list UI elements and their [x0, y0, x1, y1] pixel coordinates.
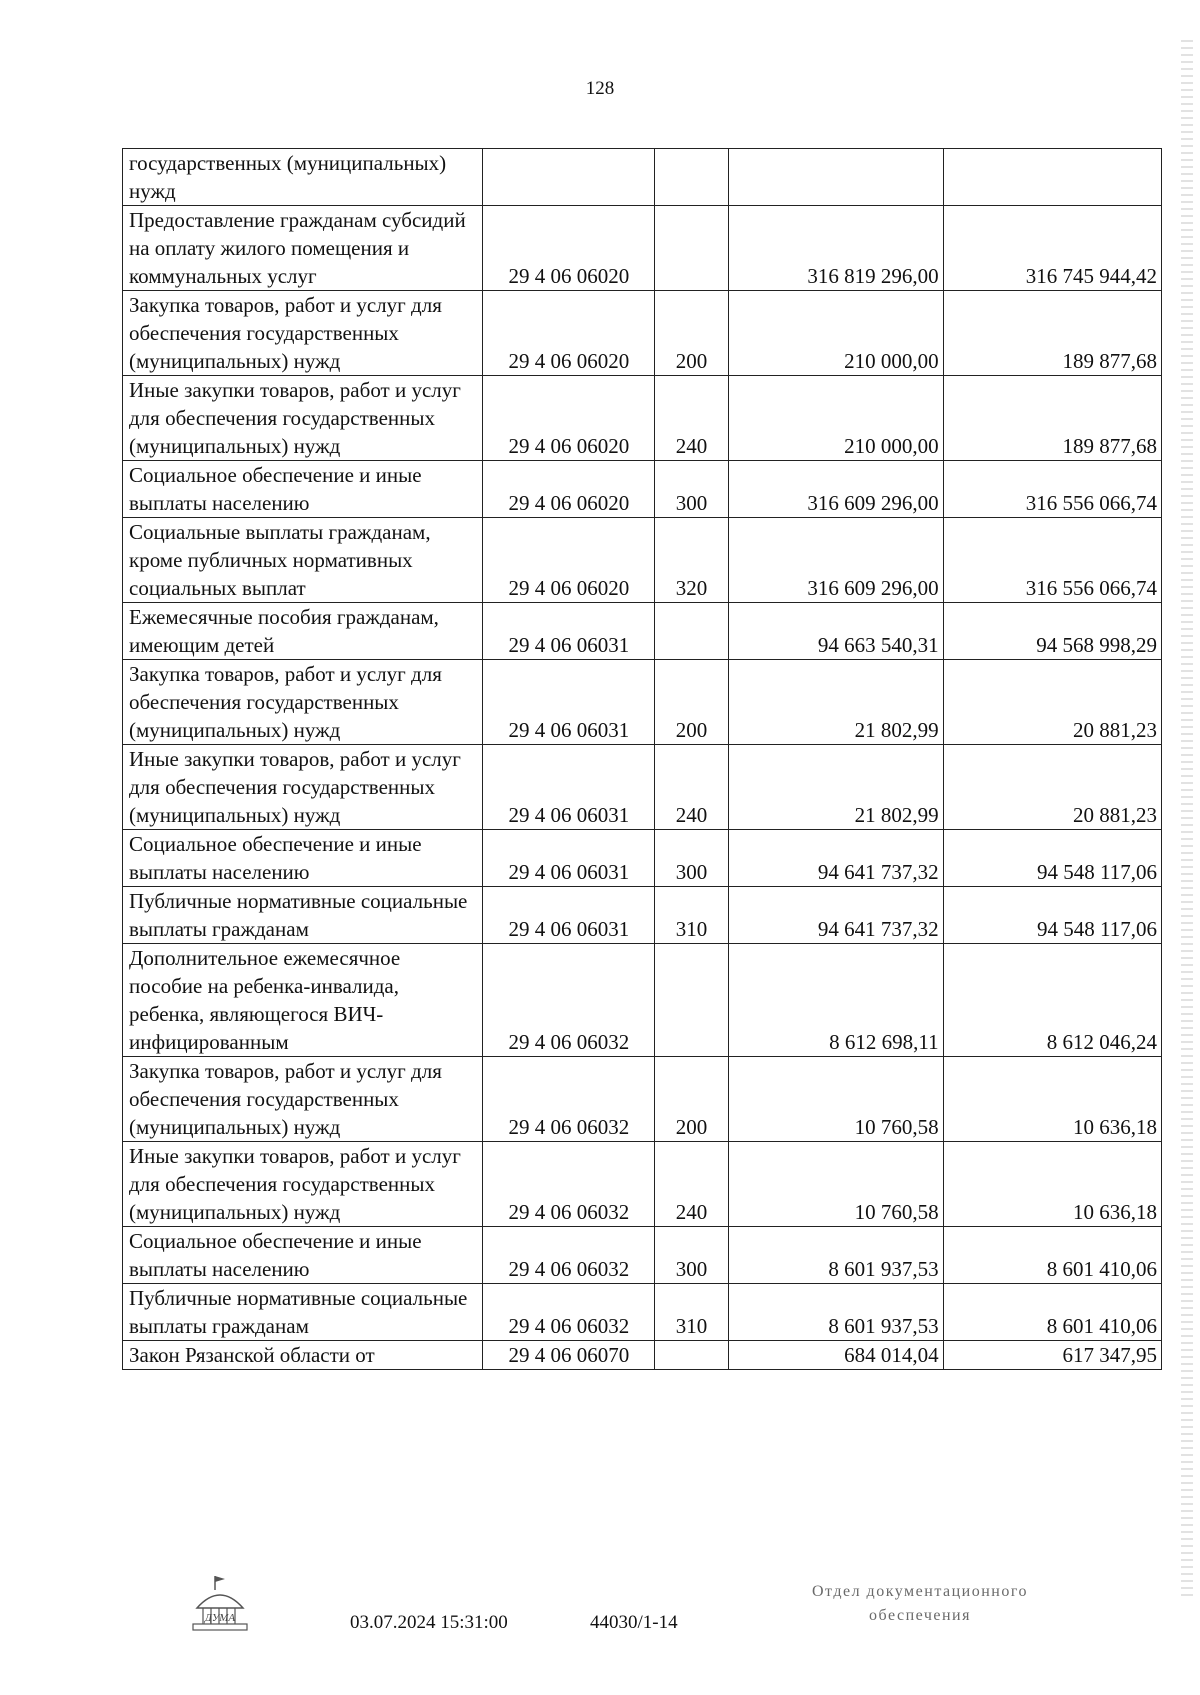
row-fact-amount-cell: 10 636,18: [943, 1142, 1161, 1227]
row-plan-amount-cell: 10 760,58: [728, 1057, 943, 1142]
row-plan-amount-cell: 316 819 296,00: [728, 206, 943, 291]
row-fact-amount-cell: 94 548 117,06: [943, 887, 1161, 944]
row-code-cell: 29 4 06 06020: [483, 518, 655, 603]
row-type-cell: [655, 206, 728, 291]
budget-table-body: [123, 149, 1162, 1370]
table-row: [123, 603, 1162, 660]
row-fact-amount-cell: 8 601 410,06: [943, 1227, 1161, 1284]
row-name-cell: Закупка товаров, работ и услуг для обеспечения государственных (муниципальных) нужд: [123, 291, 483, 376]
row-name-cell: Социальное обеспечение и иные выплаты населению: [123, 1227, 483, 1284]
row-type-cell: [655, 603, 728, 660]
row-code-cell: 29 4 06 06031: [483, 660, 655, 745]
row-code-cell: 29 4 06 06031: [483, 603, 655, 660]
row-plan-amount-cell: 8 612 698,11: [728, 944, 943, 1057]
table-row: [123, 830, 1162, 887]
row-fact-amount-cell: 316 556 066,74: [943, 461, 1161, 518]
row-name-cell: Ежемесячные пособия гражданам, имеющим детей: [123, 603, 483, 660]
row-type-cell: 300: [655, 461, 728, 518]
row-fact-amount-cell: 189 877,68: [943, 376, 1161, 461]
row-name-cell: Публичные нормативные социальные выплаты гражданам: [123, 887, 483, 944]
table-row: [123, 944, 1162, 1057]
row-code-cell: 29 4 06 06020: [483, 376, 655, 461]
table-row: [123, 149, 1162, 206]
row-name-cell: Предоставление гражданам субсидий на оплату жилого помещения и коммунальных услуг: [123, 206, 483, 291]
row-plan-amount-cell: 684 014,04: [728, 1341, 943, 1370]
row-name-cell: Социальное обеспечение и иные выплаты населению: [123, 830, 483, 887]
row-plan-amount-cell: 8 601 937,53: [728, 1227, 943, 1284]
row-type-cell: 200: [655, 291, 728, 376]
table-row: [123, 1341, 1162, 1370]
row-plan-amount-cell: 316 609 296,00: [728, 461, 943, 518]
row-code-cell: 29 4 06 06031: [483, 745, 655, 830]
budget-table: [122, 148, 1162, 1370]
row-fact-amount-cell: 20 881,23: [943, 660, 1161, 745]
footer-doc-number: 44030/1-14: [590, 1612, 678, 1633]
row-plan-amount-cell: 21 802,99: [728, 745, 943, 830]
table-row: [123, 887, 1162, 944]
page-number: 128: [585, 78, 615, 99]
table-row: [123, 291, 1162, 376]
scan-edge-artifact: [1181, 40, 1193, 1600]
row-plan-amount-cell: [728, 149, 943, 206]
row-code-cell: 29 4 06 06020: [483, 291, 655, 376]
row-fact-amount-cell: 10 636,18: [943, 1057, 1161, 1142]
row-fact-amount-cell: 94 568 998,29: [943, 603, 1161, 660]
row-name-cell: Закон Рязанской области от: [123, 1341, 483, 1370]
stamp-line-2: обеспечения: [869, 1607, 971, 1624]
row-plan-amount-cell: 94 641 737,32: [728, 887, 943, 944]
row-name-cell: Закупка товаров, работ и услуг для обеспечения государственных (муниципальных) нужд: [123, 1057, 483, 1142]
department-stamp: [770, 1580, 1070, 1628]
row-fact-amount-cell: 316 556 066,74: [943, 518, 1161, 603]
duma-logo-text: ДУМА: [204, 1612, 236, 1624]
row-type-cell: 300: [655, 1227, 728, 1284]
row-name-cell: Социальные выплаты гражданам, кроме публичных нормативных социальных выплат: [123, 518, 483, 603]
row-fact-amount-cell: 189 877,68: [943, 291, 1161, 376]
row-code-cell: 29 4 06 06031: [483, 887, 655, 944]
row-name-cell: Публичные нормативные социальные выплаты гражданам: [123, 1284, 483, 1341]
row-type-cell: [655, 1341, 728, 1370]
row-name-cell: Социальное обеспечение и иные выплаты населению: [123, 461, 483, 518]
table-row: [123, 1227, 1162, 1284]
row-type-cell: 240: [655, 1142, 728, 1227]
stamp-line-1: Отдел документационного: [811, 1583, 1029, 1600]
row-code-cell: 29 4 06 06032: [483, 1284, 655, 1341]
row-code-cell: 29 4 06 06070: [483, 1341, 655, 1370]
row-type-cell: 240: [655, 745, 728, 830]
row-fact-amount-cell: 617 347,95: [943, 1341, 1161, 1370]
row-code-cell: 29 4 06 06020: [483, 461, 655, 518]
row-code-cell: 29 4 06 06032: [483, 1227, 655, 1284]
row-plan-amount-cell: 210 000,00: [728, 376, 943, 461]
row-name-cell: Закупка товаров, работ и услуг для обеспечения государственных (муниципальных) нужд: [123, 660, 483, 745]
table-row: [123, 461, 1162, 518]
row-code-cell: [483, 149, 655, 206]
row-name-cell: государственных (муниципальных) нужд: [123, 149, 483, 206]
row-type-cell: 310: [655, 887, 728, 944]
row-fact-amount-cell: 316 745 944,42: [943, 206, 1161, 291]
table-row: [123, 206, 1162, 291]
row-code-cell: 29 4 06 06032: [483, 1057, 655, 1142]
duma-logo: [185, 1570, 255, 1640]
row-plan-amount-cell: 8 601 937,53: [728, 1284, 943, 1341]
row-plan-amount-cell: 10 760,58: [728, 1142, 943, 1227]
row-plan-amount-cell: 94 641 737,32: [728, 830, 943, 887]
row-type-cell: 300: [655, 830, 728, 887]
row-type-cell: 200: [655, 660, 728, 745]
row-code-cell: 29 4 06 06031: [483, 830, 655, 887]
table-row: [123, 1142, 1162, 1227]
table-row: [123, 660, 1162, 745]
table-row: [123, 518, 1162, 603]
row-code-cell: 29 4 06 06032: [483, 1142, 655, 1227]
row-fact-amount-cell: 20 881,23: [943, 745, 1161, 830]
row-plan-amount-cell: 94 663 540,31: [728, 603, 943, 660]
row-fact-amount-cell: [943, 149, 1161, 206]
row-plan-amount-cell: 210 000,00: [728, 291, 943, 376]
row-type-cell: 320: [655, 518, 728, 603]
table-row: [123, 376, 1162, 461]
row-code-cell: 29 4 06 06020: [483, 206, 655, 291]
row-plan-amount-cell: 316 609 296,00: [728, 518, 943, 603]
row-type-cell: 310: [655, 1284, 728, 1341]
row-fact-amount-cell: 8 612 046,24: [943, 944, 1161, 1057]
table-row: [123, 1057, 1162, 1142]
row-type-cell: [655, 944, 728, 1057]
row-type-cell: [655, 149, 728, 206]
row-name-cell: Иные закупки товаров, работ и услуг для обеспечения государственных (муниципальных) нужд: [123, 376, 483, 461]
row-name-cell: Иные закупки товаров, работ и услуг для обеспечения государственных (муниципальных) нужд: [123, 745, 483, 830]
row-fact-amount-cell: 94 548 117,06: [943, 830, 1161, 887]
table-row: [123, 745, 1162, 830]
row-fact-amount-cell: 8 601 410,06: [943, 1284, 1161, 1341]
row-code-cell: 29 4 06 06032: [483, 944, 655, 1057]
row-type-cell: 200: [655, 1057, 728, 1142]
row-type-cell: 240: [655, 376, 728, 461]
table-row: [123, 1284, 1162, 1341]
row-name-cell: Дополнительное ежемесячное пособие на ребенка-инвалида, ребенка, являющегося ВИЧ-инфицированным: [123, 944, 483, 1057]
row-name-cell: Иные закупки товаров, работ и услуг для обеспечения государственных (муниципальных) нужд: [123, 1142, 483, 1227]
row-plan-amount-cell: 21 802,99: [728, 660, 943, 745]
footer-datetime: 03.07.2024 15:31:00: [350, 1612, 508, 1633]
